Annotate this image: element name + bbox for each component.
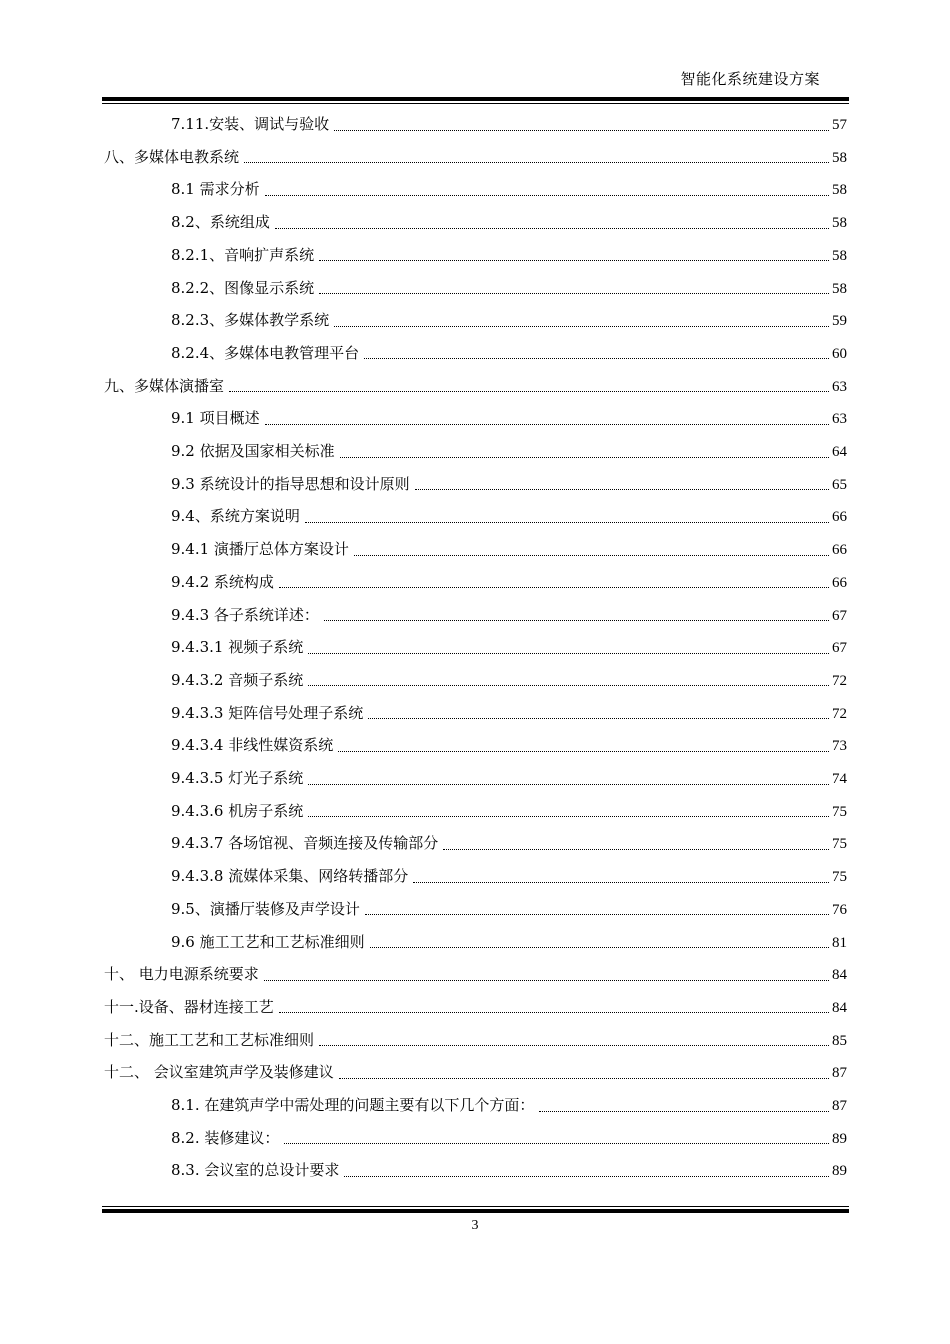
toc-entry-page: 89 bbox=[832, 1130, 847, 1147]
toc-entry-page: 87 bbox=[832, 1065, 847, 1082]
toc-entry-label: 9.4.3.1 视频子系统 bbox=[171, 638, 304, 657]
toc-entry[interactable] bbox=[104, 1060, 847, 1084]
toc-entry-page: 87 bbox=[832, 1098, 847, 1114]
toc-entry[interactable] bbox=[104, 962, 847, 986]
toc-entry-label: 8.3. 会议室的总设计要求 bbox=[171, 1161, 340, 1180]
toc-entry[interactable] bbox=[104, 439, 847, 463]
toc-leader-dots bbox=[308, 770, 829, 785]
toc-leader-dots bbox=[539, 1097, 829, 1112]
toc-leader-dots bbox=[308, 671, 829, 686]
toc-leader-dots bbox=[344, 1162, 829, 1177]
toc-leader-dots bbox=[370, 933, 829, 948]
toc-leader-dots bbox=[319, 1031, 829, 1046]
toc-entry[interactable] bbox=[104, 635, 847, 659]
toc-entry-label: 8.1 需求分析 bbox=[171, 180, 260, 199]
toc-entry[interactable] bbox=[104, 1093, 847, 1117]
toc-entry-label: 十一.设备、器材连接工艺 bbox=[104, 997, 274, 1016]
header-rule-thick bbox=[102, 97, 849, 101]
toc-leader-dots bbox=[415, 475, 829, 490]
toc-entry-label: 8.2、系统组成 bbox=[171, 213, 270, 232]
toc-entry-page: 63 bbox=[832, 411, 847, 428]
header-rule-thin bbox=[102, 103, 849, 104]
toc-entry-label: 9.4.3.3 矩阵信号处理子系统 bbox=[171, 703, 364, 722]
toc-entry-label: 十二、施工工艺和工艺标准细则 bbox=[104, 1030, 315, 1049]
toc-entry-page: 84 bbox=[832, 999, 847, 1016]
toc-leader-dots bbox=[264, 966, 829, 981]
toc-leader-dots bbox=[340, 443, 829, 458]
toc-entry-page: 85 bbox=[832, 1032, 847, 1049]
toc-leader-dots bbox=[265, 410, 829, 425]
toc-entry-page: 59 bbox=[832, 313, 847, 330]
footer-rule-thin bbox=[102, 1206, 849, 1207]
toc-entry[interactable] bbox=[104, 1126, 847, 1150]
toc-leader-dots bbox=[338, 737, 829, 752]
toc-entry-label: 8.2.2、图像显示系统 bbox=[171, 278, 315, 297]
toc-entry[interactable] bbox=[104, 733, 847, 757]
toc-entry[interactable] bbox=[104, 995, 847, 1019]
toc-entry[interactable] bbox=[104, 864, 847, 888]
toc-entry[interactable] bbox=[104, 472, 847, 496]
toc-entry[interactable] bbox=[104, 243, 847, 267]
toc-leader-dots bbox=[319, 246, 829, 261]
toc-leader-dots bbox=[305, 508, 829, 523]
toc-entry-page: 73 bbox=[832, 738, 847, 755]
toc-entry[interactable] bbox=[104, 210, 847, 234]
toc-entry[interactable] bbox=[104, 799, 847, 823]
toc-entry-label: 8.2.1、音响扩声系统 bbox=[171, 245, 315, 264]
toc-leader-dots bbox=[443, 835, 829, 850]
toc-entry-label: 9.4.3.4 非线性媒资系统 bbox=[171, 736, 334, 755]
toc-entry[interactable] bbox=[104, 1158, 847, 1182]
toc-leader-dots bbox=[319, 279, 829, 294]
toc-entry-page: 66 bbox=[832, 574, 847, 591]
toc-entry-page: 64 bbox=[832, 444, 847, 460]
toc-leader-dots bbox=[279, 998, 829, 1013]
toc-entry[interactable] bbox=[104, 504, 847, 528]
toc-leader-dots bbox=[413, 868, 829, 883]
toc-entry-label: 9.4.3 各子系统详述： bbox=[171, 605, 319, 624]
toc-entry-label: 9.4.3.2 音频子系统 bbox=[171, 670, 304, 689]
toc-entry-page: 58 bbox=[832, 247, 847, 264]
toc-entry[interactable] bbox=[104, 570, 847, 594]
toc-entry-label: 十二、 会议室建筑声学及装修建议 bbox=[104, 1063, 334, 1082]
toc-entry[interactable] bbox=[104, 145, 847, 169]
toc-leader-dots bbox=[244, 148, 829, 163]
toc-entry-page: 67 bbox=[832, 607, 847, 624]
toc-entry-page: 75 bbox=[832, 803, 847, 820]
toc-entry-page: 58 bbox=[832, 215, 847, 232]
toc-entry-label: 9.1 项目概述 bbox=[171, 409, 260, 428]
toc-entry-label: 8.2. 装修建议： bbox=[171, 1128, 280, 1147]
toc-entry[interactable] bbox=[104, 177, 847, 201]
toc-leader-dots bbox=[275, 214, 829, 229]
toc-entry-page: 81 bbox=[832, 934, 847, 951]
toc-leader-dots bbox=[364, 344, 829, 359]
toc-entry[interactable] bbox=[104, 701, 847, 725]
toc-entry-page: 67 bbox=[832, 640, 847, 657]
toc-entry[interactable] bbox=[104, 308, 847, 332]
toc-entry[interactable] bbox=[104, 537, 847, 561]
toc-entry-label: 8.2.3、多媒体教学系统 bbox=[171, 311, 330, 330]
toc-leader-dots bbox=[308, 639, 829, 654]
toc-leader-dots bbox=[368, 704, 829, 719]
toc-entry-label: 9.4.3.5 灯光子系统 bbox=[171, 769, 304, 787]
toc-entry-label: 八、多媒体电教系统 bbox=[104, 147, 240, 166]
toc-entry-page: 60 bbox=[832, 345, 847, 362]
toc-entry-label: 8.2.4、多媒体电教管理平台 bbox=[171, 343, 360, 362]
toc-leader-dots bbox=[354, 541, 829, 556]
toc-entry-page: 58 bbox=[832, 280, 847, 297]
toc-entry-page: 66 bbox=[832, 542, 847, 559]
toc-entry[interactable] bbox=[104, 766, 847, 790]
toc-entry-page: 58 bbox=[832, 182, 847, 199]
toc-entry-page: 66 bbox=[832, 509, 847, 526]
toc-entry[interactable] bbox=[104, 374, 847, 398]
toc-entry-label: 9.2 依据及国家相关标准 bbox=[171, 442, 335, 460]
toc-entry[interactable] bbox=[104, 831, 847, 855]
page-number: 3 bbox=[471, 1218, 479, 1233]
toc-leader-dots bbox=[324, 606, 829, 621]
toc-entry-label: 7.11.安装、调试与验收 bbox=[171, 115, 330, 133]
toc-entry-label: 9.5、演播厅装修及声学设计 bbox=[171, 899, 360, 918]
toc-entry-page: 72 bbox=[832, 705, 847, 722]
toc-leader-dots bbox=[365, 900, 829, 915]
toc-entry-label: 9.4.3.8 流媒体采集、网络转播部分 bbox=[171, 867, 409, 886]
toc-leader-dots bbox=[265, 181, 829, 196]
toc-entry-page: 75 bbox=[832, 836, 847, 853]
toc-entry-page: 65 bbox=[832, 476, 847, 493]
toc-leader-dots bbox=[339, 1064, 829, 1079]
toc-entry[interactable] bbox=[104, 603, 847, 627]
toc-entry[interactable] bbox=[104, 276, 847, 300]
footer-rule-thick bbox=[102, 1209, 849, 1213]
toc-entry-label: 十、 电力电源系统要求 bbox=[104, 965, 259, 984]
document-title: 智能化系统建设方案 bbox=[680, 70, 820, 88]
toc-entry[interactable] bbox=[104, 668, 847, 692]
toc-entry-page: 84 bbox=[832, 967, 847, 984]
toc-entry-page: 74 bbox=[832, 771, 847, 787]
toc-entry-page: 75 bbox=[832, 869, 847, 886]
toc-entry-page: 89 bbox=[832, 1163, 847, 1180]
toc-leader-dots bbox=[308, 802, 829, 817]
toc-entry[interactable] bbox=[104, 1028, 847, 1052]
toc-entry-page: 57 bbox=[832, 117, 847, 133]
toc-entry[interactable] bbox=[104, 341, 847, 365]
toc-leader-dots bbox=[229, 377, 829, 392]
toc-leader-dots bbox=[334, 312, 829, 327]
toc-entry[interactable] bbox=[104, 897, 847, 921]
toc-entry[interactable] bbox=[104, 406, 847, 430]
toc-entry-label: 9.3 系统设计的指导思想和设计原则 bbox=[171, 474, 410, 493]
toc-entry-label: 9.4.2 系统构成 bbox=[171, 572, 274, 591]
toc-entry[interactable] bbox=[104, 930, 847, 954]
toc-entry-label: 九、多媒体演播室 bbox=[104, 376, 225, 395]
toc-leader-dots bbox=[279, 573, 829, 588]
toc-entry-page: 58 bbox=[832, 149, 847, 166]
toc-entry-label: 9.6 施工工艺和工艺标准细则 bbox=[171, 932, 365, 951]
toc-entry-label: 9.4.3.6 机房子系统 bbox=[171, 801, 304, 820]
toc-leader-dots bbox=[284, 1129, 829, 1144]
toc-entry-page: 76 bbox=[832, 901, 847, 918]
toc-entry-label: 9.4.3.7 各场馆视、音频连接及传输部分 bbox=[171, 834, 439, 853]
toc-entry-label: 9.4、系统方案说明 bbox=[171, 507, 300, 526]
toc-leader-dots bbox=[334, 116, 829, 131]
toc-entry-label: 8.1. 在建筑声学中需处理的问题主要有以下几个方面： bbox=[171, 1096, 535, 1114]
toc-entry[interactable] bbox=[104, 112, 847, 136]
toc-entry-label: 9.4.1 演播厅总体方案设计 bbox=[171, 540, 349, 559]
toc-entry-page: 63 bbox=[832, 378, 847, 395]
toc-entry-page: 72 bbox=[832, 672, 847, 689]
